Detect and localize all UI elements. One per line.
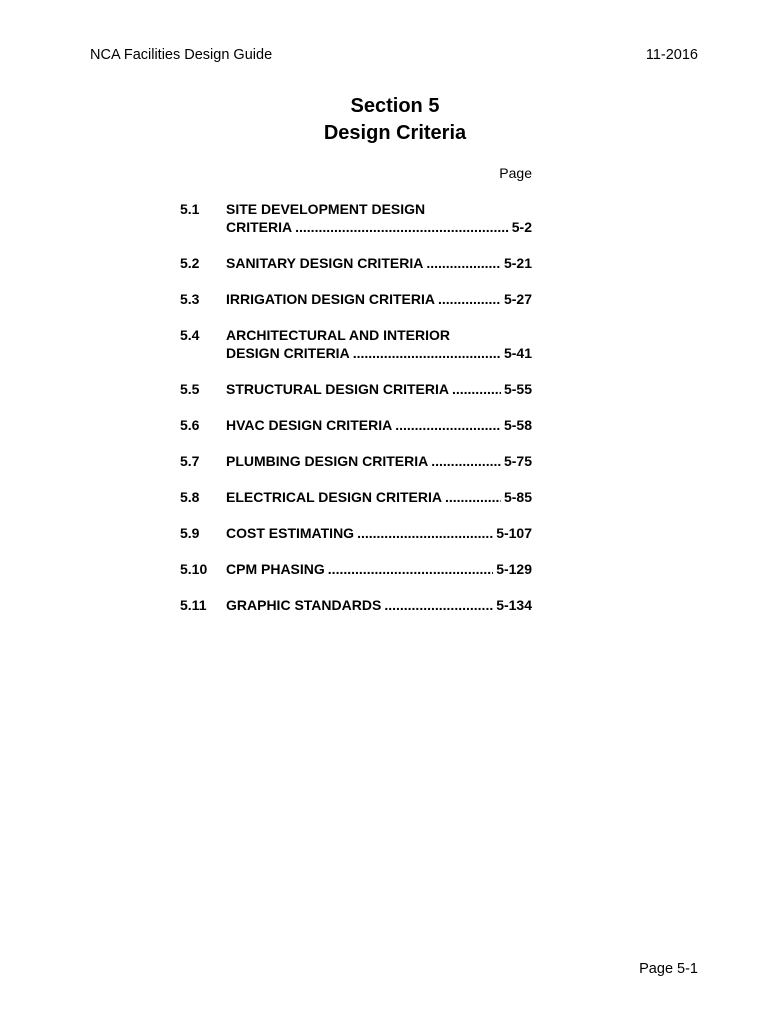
toc-entry-line [226, 218, 532, 236]
toc-entry-title: PLUMBING DESIGN CRITERIA [226, 453, 429, 469]
toc-entry-title: COST ESTIMATING [226, 525, 355, 541]
toc-entry-title-line1: ARCHITECTURAL AND INTERIOR [226, 327, 450, 343]
dot-leader [328, 560, 493, 578]
toc-entry-body [226, 380, 532, 398]
table-of-contents [180, 200, 532, 632]
toc-entry-body [226, 452, 532, 470]
toc-entry-line [226, 452, 532, 470]
toc-entry-page: 5-134 [496, 597, 532, 613]
toc-entry-line [226, 290, 532, 308]
toc-entry-page: 5-21 [503, 255, 532, 271]
toc-entry-body [226, 596, 532, 614]
toc-entry-title: ELECTRICAL DESIGN CRITERIA [226, 489, 442, 505]
toc-entry-line [226, 416, 532, 434]
toc-entry-page: 5-75 [503, 453, 532, 469]
toc-entry-title: DESIGN CRITERIA [226, 345, 350, 361]
toc-entry-5-3[interactable] [180, 290, 532, 308]
toc-entry-page: 5-107 [496, 525, 532, 541]
toc-entry-5-10[interactable] [180, 560, 532, 578]
page-number-footer: Page 5-1 [639, 961, 698, 977]
toc-entry-title: STRUCTURAL DESIGN CRITERIA [226, 381, 449, 397]
toc-entry-page: 5-129 [496, 561, 532, 577]
toc-entry-body [226, 488, 532, 506]
toc-entry-title-line1: SITE DEVELOPMENT DESIGN [226, 201, 426, 217]
toc-entry-number: 5.3 [180, 291, 200, 307]
toc-entry-number: 5.10 [180, 561, 208, 577]
toc-entry-5-9[interactable] [180, 524, 532, 542]
toc-entry-body [226, 254, 532, 272]
toc-entry-number: 5.2 [180, 255, 200, 271]
toc-entry-title: IRRIGATION DESIGN CRITERIA [226, 291, 435, 307]
toc-entry-line [226, 380, 532, 398]
toc-entry-title: CPM PHASING [226, 561, 325, 577]
toc-entry-number: 5.8 [180, 489, 200, 505]
toc-entry-number: 5.5 [180, 381, 200, 397]
toc-entry-5-6[interactable] [180, 416, 532, 434]
running-header-title: NCA Facilities Design Guide [90, 47, 273, 63]
dot-leader [295, 218, 509, 236]
toc-entry-line [226, 560, 532, 578]
toc-entry-5-7[interactable] [180, 452, 532, 470]
toc-entry-line [226, 596, 532, 614]
toc-entry-5-2[interactable] [180, 254, 532, 272]
dot-leader [353, 344, 501, 362]
toc-entry-line [226, 488, 532, 506]
toc-entry-body [226, 326, 532, 362]
toc-entry-number: 5.6 [180, 417, 200, 433]
section-title [0, 93, 768, 147]
toc-entry-line [226, 254, 532, 272]
toc-entry-number: 5.9 [180, 525, 200, 541]
toc-entry-body [226, 416, 532, 434]
section-name-heading: Design Criteria [323, 122, 467, 144]
toc-entry-page: 5-2 [511, 219, 532, 235]
dot-leader [431, 452, 501, 470]
toc-entry-title: SANITARY DESIGN CRITERIA [226, 255, 424, 271]
toc-entry-body [226, 290, 532, 308]
dot-leader [445, 488, 501, 506]
toc-entry-title: CRITERIA [226, 219, 293, 235]
running-header-date: 11-2016 [645, 47, 698, 63]
toc-entry-number: 5.7 [180, 453, 200, 469]
dot-leader [426, 254, 501, 272]
toc-entry-body [226, 560, 532, 578]
toc-entry-page: 5-58 [503, 417, 532, 433]
toc-entry-number: 5.11 [180, 597, 207, 613]
toc-entry-page: 5-55 [503, 381, 532, 397]
toc-entry-page: 5-41 [503, 345, 532, 361]
toc-entry-line [226, 524, 532, 542]
section-number-heading: Section 5 [350, 95, 440, 117]
toc-entry-number: 5.4 [180, 327, 200, 343]
dot-leader [438, 290, 501, 308]
toc-entry-5-8[interactable] [180, 488, 532, 506]
toc-entry-page: 5-85 [503, 489, 532, 505]
toc-entry-page: 5-27 [503, 291, 532, 307]
toc-entry-body [226, 524, 532, 542]
toc-entry-number: 5.1 [180, 201, 200, 217]
dot-leader [452, 380, 501, 398]
toc-entry-5-4[interactable] [180, 326, 532, 362]
toc-entry-title: GRAPHIC STANDARDS [226, 597, 382, 613]
dot-leader [357, 524, 493, 542]
dot-leader [395, 416, 501, 434]
toc-entry-line [226, 344, 532, 362]
toc-entry-5-11[interactable] [180, 596, 532, 614]
toc-entry-5-5[interactable] [180, 380, 532, 398]
dot-leader [384, 596, 493, 614]
toc-entry-title: HVAC DESIGN CRITERIA [226, 417, 393, 433]
toc-entry-5-1[interactable] [180, 200, 532, 236]
page-column-label: Page [499, 165, 532, 181]
toc-entry-body [226, 200, 532, 236]
